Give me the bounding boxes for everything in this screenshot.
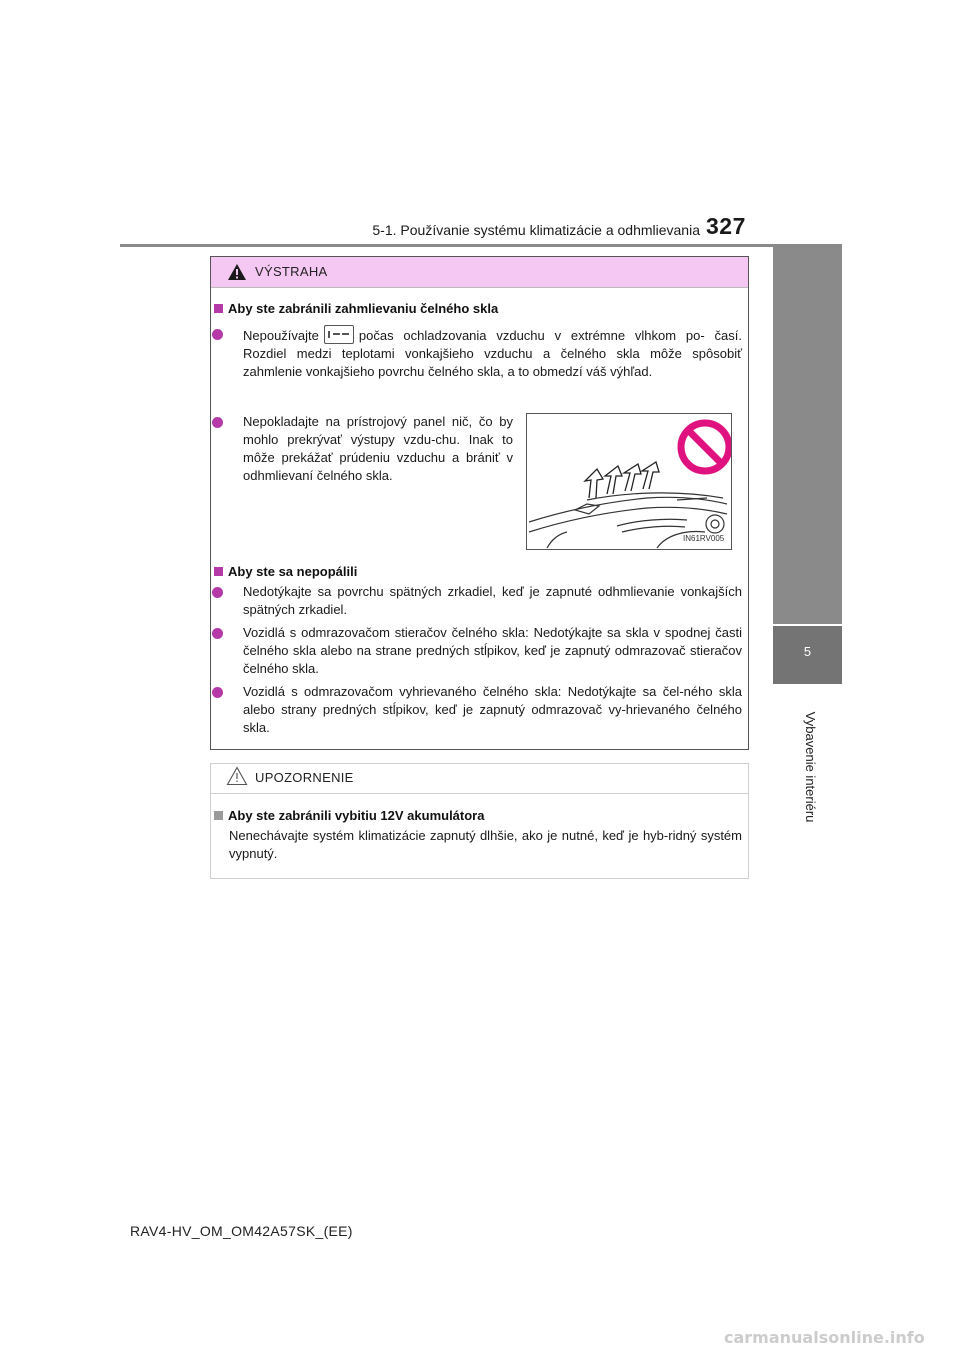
square-bullet-icon [214,304,223,313]
square-bullet-icon [214,567,223,576]
square-bullet-icon [214,811,223,820]
side-tab-bar [773,244,842,624]
illustration-code: IN61RV005 [683,534,725,543]
bullet-icon [212,329,223,340]
caution-rule [211,793,748,794]
caution-triangle-icon [226,766,248,786]
dashboard-drawing [527,414,731,549]
warning-s1-bullet2: Nepokladajte na prístrojový panel nič, čo by mohlo prekrývať výstupy vzdu-chu. Inak to môže prekážať prúdeniu vzduchu a brániť v odhmlievaní čelného skla. [243,414,513,483]
warning-s1-bullet1: Nepoužívajte počas ochladzovania vzduchu v extrémne vlhkom po- časí. Rozdiel medzi teplotami vonkajšieho vzduchu a čelného skla môže spôsobiť zahmlenie vonkajšieho povrchu čelného skla, a to obmedzí váš výhľad. [243,325,742,381]
dashboard-illustration [526,413,732,550]
watermark: carmanualsonline.info [724,1328,925,1347]
warning-section2-title: Aby ste sa nepopálili [214,564,357,579]
warning-header [211,257,748,288]
ac-button-icon [324,325,354,344]
warning-s2-bullet2: Vozidlá s odmrazovačom stieračov čelného skla: Nedotýkajte sa skla v spodnej časti čelného skla alebo na strane predných stĺpikov, keď je zapnutý odmrazovač stieračov čelného skla. [243,625,742,676]
caution-section-title: Aby ste zabránili vybitiu 12V akumulátora [214,808,484,823]
bullet-icon [212,417,223,428]
warning-title: VÝSTRAHA [255,264,328,279]
caution-text: Nenechávajte systém klimatizácie zapnutý dlhšie, ako je nutné, keď je hyb-ridný systém vypnutý. [229,828,742,861]
bullet-icon [212,687,223,698]
header-section-title: 5-1. Používanie systému klimatizácie a odhmlievania [372,222,700,238]
warning-s2-bullet1: Nedotýkajte sa povrchu spätných zrkadiel, keď je zapnuté odhmlievanie vonkajších spätných zrkadiel. [243,584,742,617]
bullet-icon [212,628,223,639]
footer-doc-code: RAV4-HV_OM_OM42A57SK_(EE) [130,1223,353,1239]
header-rule [120,244,842,247]
warning-section1-title: Aby ste zabránili zahmlievaniu čelného skla [214,301,498,316]
prohibition-icon [681,423,729,471]
caution-title: UPOZORNENIE [255,770,354,785]
side-tab-label: Vybavenie interiéru [803,711,818,823]
page-number: 327 [706,213,746,239]
warning-triangle-icon [227,263,247,281]
side-tab-number: 5 [803,644,812,659]
warning-s2-bullet3: Vozidlá s odmrazovačom vyhrievaného čelného skla: Nedotýkajte sa čel-ného skla alebo strany predných stĺpikov, keď je zapnutý odmrazovač vy-hrievaného čelného skla. [243,684,742,735]
bullet-icon [212,587,223,598]
